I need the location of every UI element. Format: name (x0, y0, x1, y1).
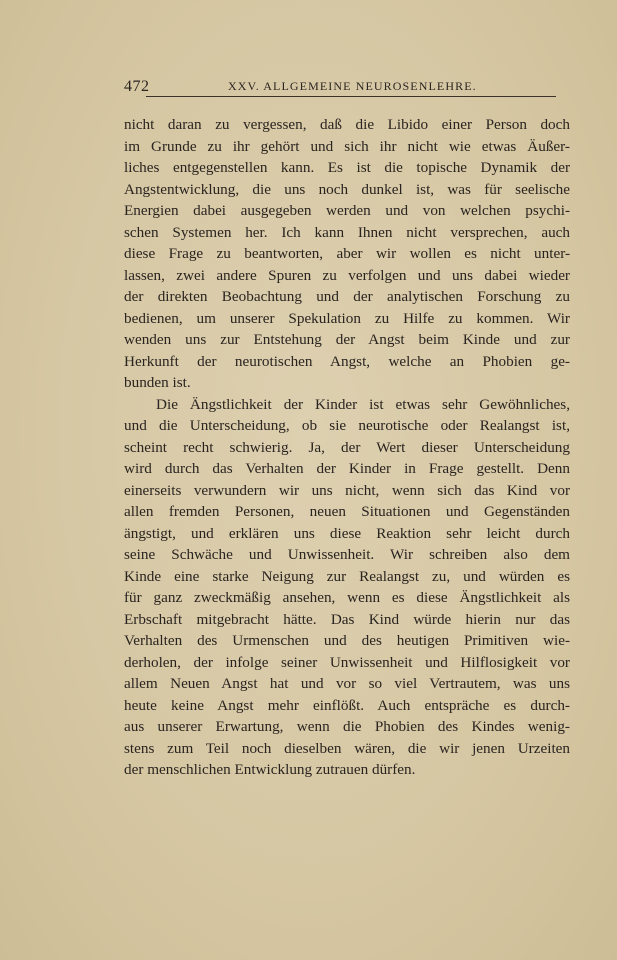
text-line: der direkten Beobachtung und der analytischen Forschung zu (124, 288, 570, 305)
text-line: bedienen, um unserer Spekulation zu Hilfe zu kommen. Wir (124, 309, 570, 327)
text-line: Kinde eine starke Neigung zur Realangst zu, und würden es (124, 567, 570, 585)
text-line: bunden ist. (124, 374, 191, 391)
body-text (124, 114, 570, 781)
text-line: allen fremden Personen, neuen Situationen und Gegenständen (124, 503, 570, 520)
text-line: diese Frage zu beantworten, aber wir wollen es nicht unter- (124, 245, 570, 262)
running-title: XXV. ALLGEMEINE NEUROSENLEHRE. (228, 79, 477, 93)
text-line: ängstigt, und erklären uns diese Reaktion sehr leicht durch (124, 524, 570, 542)
text-line: liches entgegenstellen kann. Es ist die topische Dynamik der (124, 159, 570, 176)
text-line: stens zum Teil noch dieselben wären, die wir jenen Urzeiten (124, 739, 570, 757)
page-number: 472 (124, 78, 150, 95)
text-line: derholen, der infolge seiner Unwissenheit und Hilflosigkeit vor (124, 653, 570, 671)
header-rule (146, 96, 556, 97)
page-header (124, 78, 556, 98)
text-line: Herkunft der neurotischen Angst, welche an Phobien ge- (124, 352, 570, 370)
text-line: seine Schwäche und Unwissenheit. Wir schreiben also dem (124, 546, 570, 563)
text-line: Energien dabei ausgegeben werden und von welchen psychi- (124, 202, 570, 219)
text-line: Erbschaft mitgebracht hätte. Das Kind würde hierin nur das (124, 610, 570, 628)
text-line: Angstentwicklung, die uns noch dunkel ist, was für seelische (124, 180, 570, 198)
text-line: heute keine Angst mehr einflößt. Auch entspräche es durch- (124, 696, 570, 714)
text-line: lassen, zwei andere Spuren zu verfolgen und uns dabei wieder (124, 266, 570, 284)
text-line: aus unserer Erwartung, wenn die Phobien des Kindes wenig- (124, 718, 570, 735)
text-line: wenden uns zur Entstehung der Angst beim Kinde und zur (124, 331, 570, 348)
text-line: im Grunde zu ihr gehört und sich ihr nicht wie etwas Äußer- (124, 137, 570, 155)
text-line: allem Neuen Angst hat und vor so viel Vertrautem, was uns (124, 675, 570, 692)
text-line: schen Systemen her. Ich kann Ihnen nicht versprechen, auch (124, 223, 570, 241)
text-line: Verhalten des Urmenschen und des heutigen Primitiven wie- (124, 632, 570, 649)
text-line: einerseits verwundern wir uns nicht, wenn sich das Kind vor (124, 481, 570, 499)
text-line: für ganz zweckmäßig ansehen, wenn es diese Ängstlichkeit als (124, 589, 570, 606)
text-line: der menschlichen Entwicklung zutrauen dürfen. (124, 761, 416, 778)
text-line: nicht daran zu vergessen, daß die Libido einer Person doch (124, 116, 570, 133)
text-line: Die Ängstlichkeit der Kinder ist etwas sehr Gewöhnliches, (156, 395, 570, 413)
text-line: scheint recht schwierig. Ja, der Wert dieser Unterscheidung (124, 438, 570, 456)
text-line: und die Unterscheidung, ob sie neurotische oder Realangst ist, (124, 417, 570, 434)
text-line: wird durch das Verhalten der Kinder in Frage gestellt. Denn (124, 460, 570, 477)
